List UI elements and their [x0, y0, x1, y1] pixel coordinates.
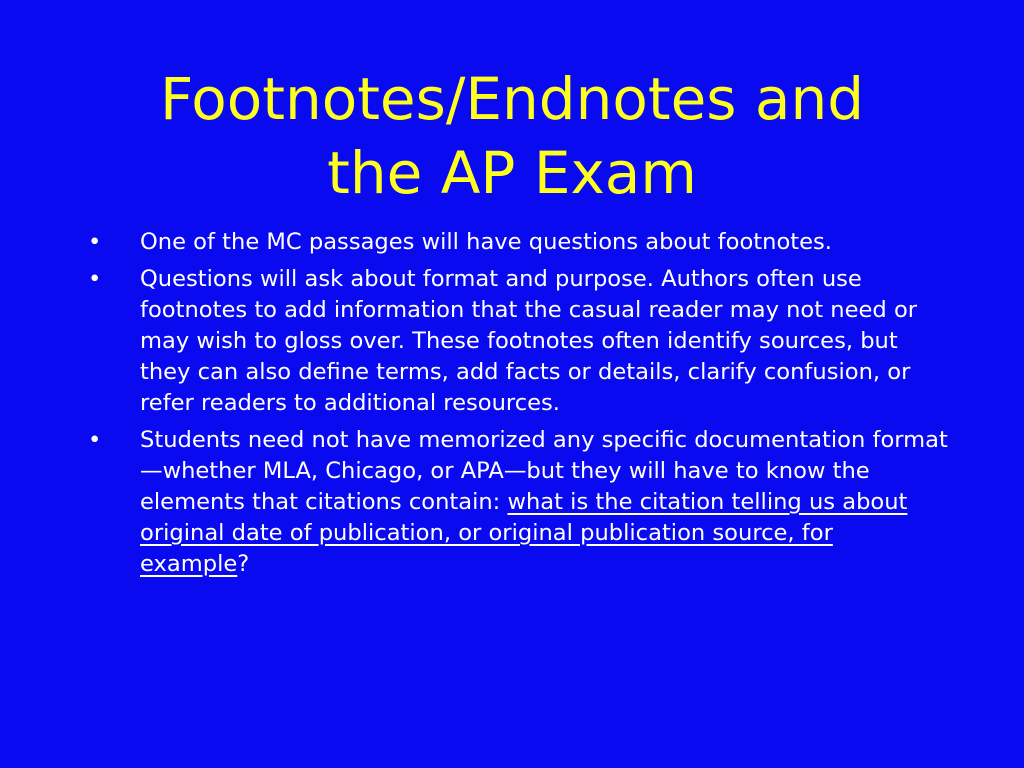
slide-title — [60, 62, 964, 210]
bullet-item-documentation-format — [88, 425, 948, 580]
bullet-item-mc-passages — [88, 227, 948, 258]
slide-title-line-2: the AP Exam — [327, 139, 697, 207]
bullet-marker: • — [88, 427, 102, 453]
bullet-underlined-text: what is the citation telling us about original date of publication, or original publication source, for example — [140, 489, 908, 577]
bullet-trailing-text: ? — [237, 551, 250, 577]
bullet-text: Students need not have memorized any specific documentation format—whether MLA, Chicago, or APA—but they will have to know the elements that citations contain: — [140, 427, 948, 515]
bullet-marker: • — [88, 229, 102, 255]
bullet-list — [88, 227, 948, 586]
bullet-item-format-purpose — [88, 264, 948, 419]
bullet-text: Questions will ask about format and purpose. Authors often use footnotes to add information that the casual reader may not need or may wish to gloss over. These footnotes often identify sources, but they can also define terms, add facts or details, clarify confusion, or refer readers to additional resources. — [140, 266, 918, 416]
bullet-marker: • — [88, 266, 102, 292]
slide-title-line-1: Footnotes/Endnotes and — [159, 65, 865, 133]
bullet-text: One of the MC passages will have questions about footnotes. — [140, 229, 832, 255]
